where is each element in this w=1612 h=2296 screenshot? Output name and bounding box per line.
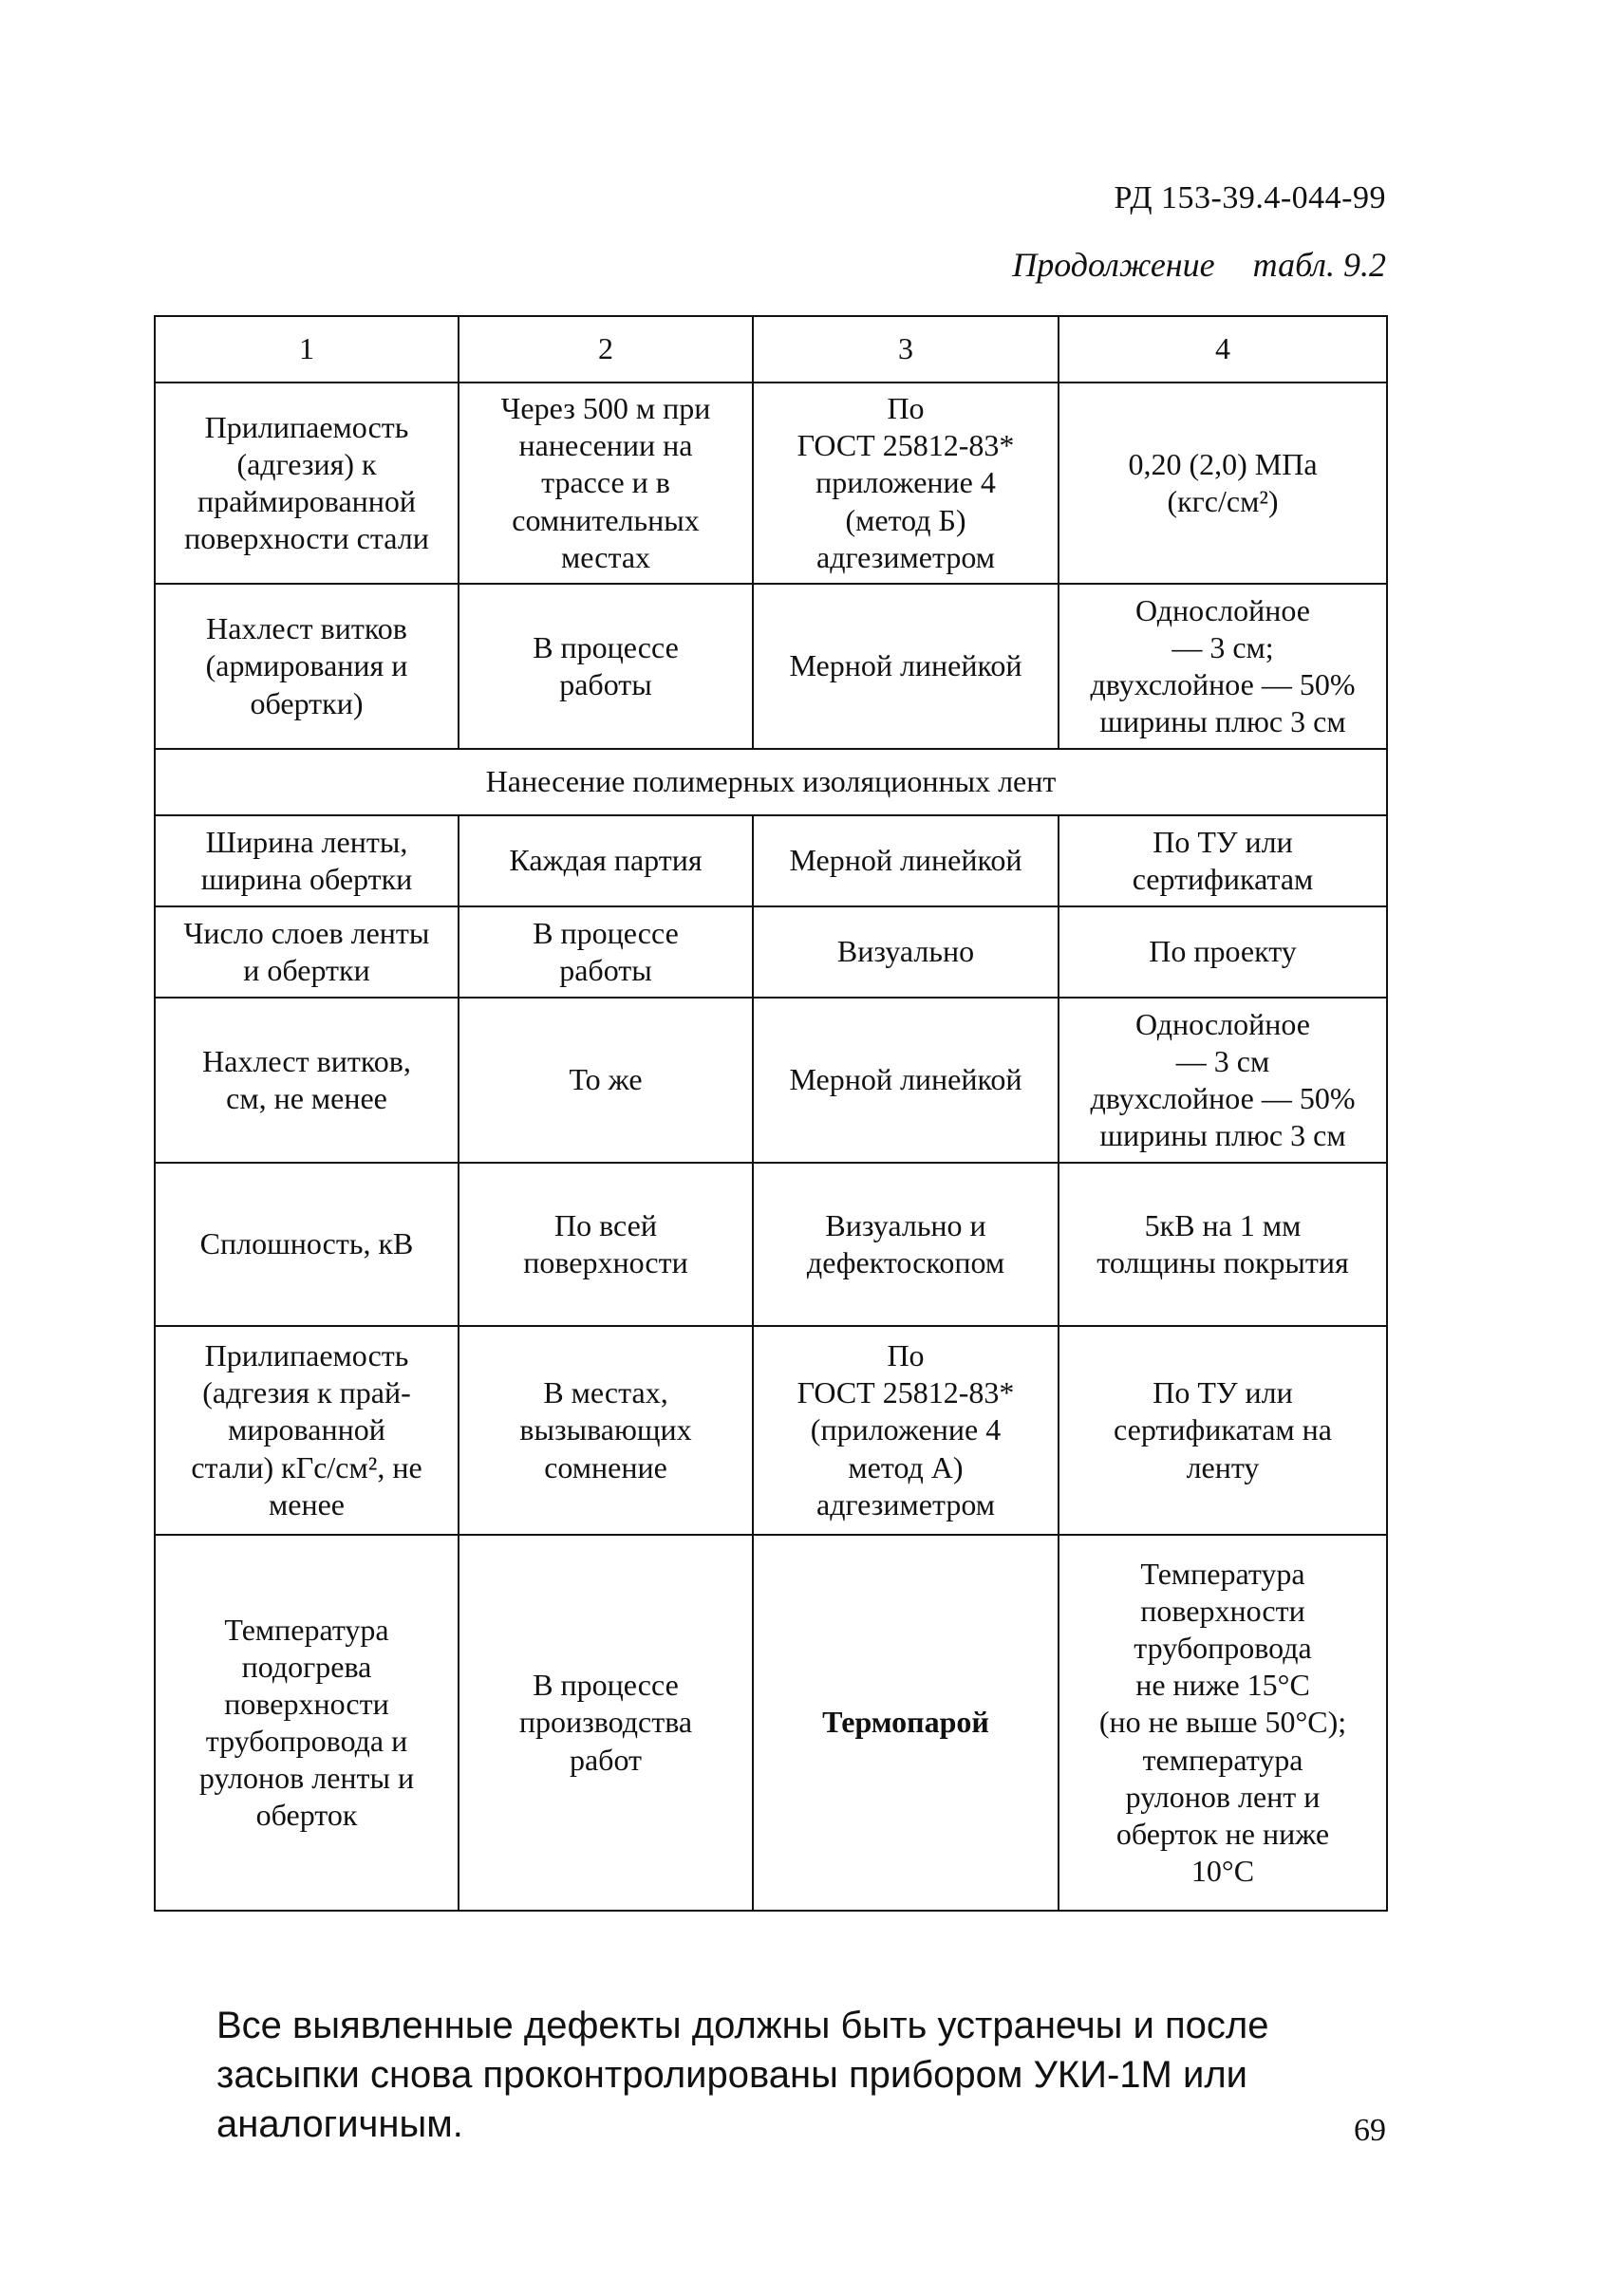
table-cell: Ширина ленты, ширина обертки bbox=[155, 815, 459, 906]
table-cell: То же bbox=[459, 998, 753, 1163]
table-cell: Прилипаемость (адгезия) к праймированной поверхности стали bbox=[155, 383, 459, 584]
table-cell: Визуально и дефектоскопом bbox=[753, 1163, 1059, 1326]
table-row bbox=[155, 906, 1387, 998]
table-cell: По ТУ или сертификатам на ленту bbox=[1059, 1326, 1387, 1535]
table-cell: Через 500 м при нанесении на трассе и в сомнительных местах bbox=[459, 383, 753, 584]
table-cell: Прилипаемость (адгезия к прай- мированной стали) кГс/см², не менее bbox=[155, 1326, 459, 1535]
table-cell: В процессе работы bbox=[459, 584, 753, 749]
page-number: 69 bbox=[1354, 2113, 1386, 2148]
section-row bbox=[155, 749, 1387, 815]
table-cell: Термопарой bbox=[753, 1535, 1059, 1911]
table-row bbox=[155, 815, 1387, 906]
table-cell: Визуально bbox=[753, 906, 1059, 998]
table-cell: Однослойное — 3 см; двухслойное — 50% ширины плюс 3 см bbox=[1059, 584, 1387, 749]
table-cell: Нахлест витков, см, не менее bbox=[155, 998, 459, 1163]
table-cell: Нахлест витков (армирования и обертки) bbox=[155, 584, 459, 749]
column-header: 1 bbox=[155, 316, 459, 383]
table-cell: Сплошность, кВ bbox=[155, 1163, 459, 1326]
table-cell: Мерной линейкой bbox=[753, 998, 1059, 1163]
table-cell: В процессе работы bbox=[459, 906, 753, 998]
caption-word: Продолжение bbox=[1012, 246, 1215, 284]
table-cell: 0,20 (2,0) МПа (кгс/см²) bbox=[1059, 383, 1387, 584]
table-row bbox=[155, 383, 1387, 584]
table-cell: В местах, вызывающих сомнение bbox=[459, 1326, 753, 1535]
table-cell: В процессе производства работ bbox=[459, 1535, 753, 1911]
inspection-table bbox=[154, 315, 1388, 1912]
table-cell: По ТУ или сертификатам bbox=[1059, 815, 1387, 906]
table-cell: Мерной линейкой bbox=[753, 584, 1059, 749]
table-caption bbox=[1012, 245, 1386, 285]
table-cell: Число слоев ленты и обертки bbox=[155, 906, 459, 998]
table-row bbox=[155, 998, 1387, 1163]
table-cell: Однослойное — 3 см двухслойное — 50% ширины плюс 3 см bbox=[1059, 998, 1387, 1163]
column-header: 2 bbox=[459, 316, 753, 383]
table-row bbox=[155, 1535, 1387, 1911]
table-cell: 5кВ на 1 мм толщины покрытия bbox=[1059, 1163, 1387, 1326]
body-paragraph: Все выявленные дефекты должны быть устранечы и после засыпки снова проконтролированы прибором УКИ-1М или аналогичным. bbox=[216, 2005, 1269, 2145]
table-cell: По всей поверхности bbox=[459, 1163, 753, 1326]
table-cell: Температура подогрева поверхности трубопровода и рулонов ленты и оберток bbox=[155, 1535, 459, 1911]
table-cell: По проекту bbox=[1059, 906, 1387, 998]
column-header: 4 bbox=[1059, 316, 1387, 383]
document-code: РД 153-39.4-044-99 bbox=[1114, 180, 1386, 215]
section-title: Нанесение полимерных изоляционных лент bbox=[155, 749, 1387, 815]
table-header-row bbox=[155, 316, 1387, 383]
table-cell: Температура поверхности трубопровода не ниже 15°С (но не выше 50°С); температура рулонов лент и оберток не ниже 10°С bbox=[1059, 1535, 1387, 1911]
column-header: 3 bbox=[753, 316, 1059, 383]
table-cell: Мерной линейкой bbox=[753, 815, 1059, 906]
caption-table-ref: табл. 9.2 bbox=[1252, 246, 1386, 284]
table-row bbox=[155, 1163, 1387, 1326]
table-cell: Каждая партия bbox=[459, 815, 753, 906]
table-cell: По ГОСТ 25812-83* (приложение 4 метод А) адгезиметром bbox=[753, 1326, 1059, 1535]
table-row bbox=[155, 584, 1387, 749]
table-cell: По ГОСТ 25812-83* приложение 4 (метод Б) адгезиметром bbox=[753, 383, 1059, 584]
table-row bbox=[155, 1326, 1387, 1535]
